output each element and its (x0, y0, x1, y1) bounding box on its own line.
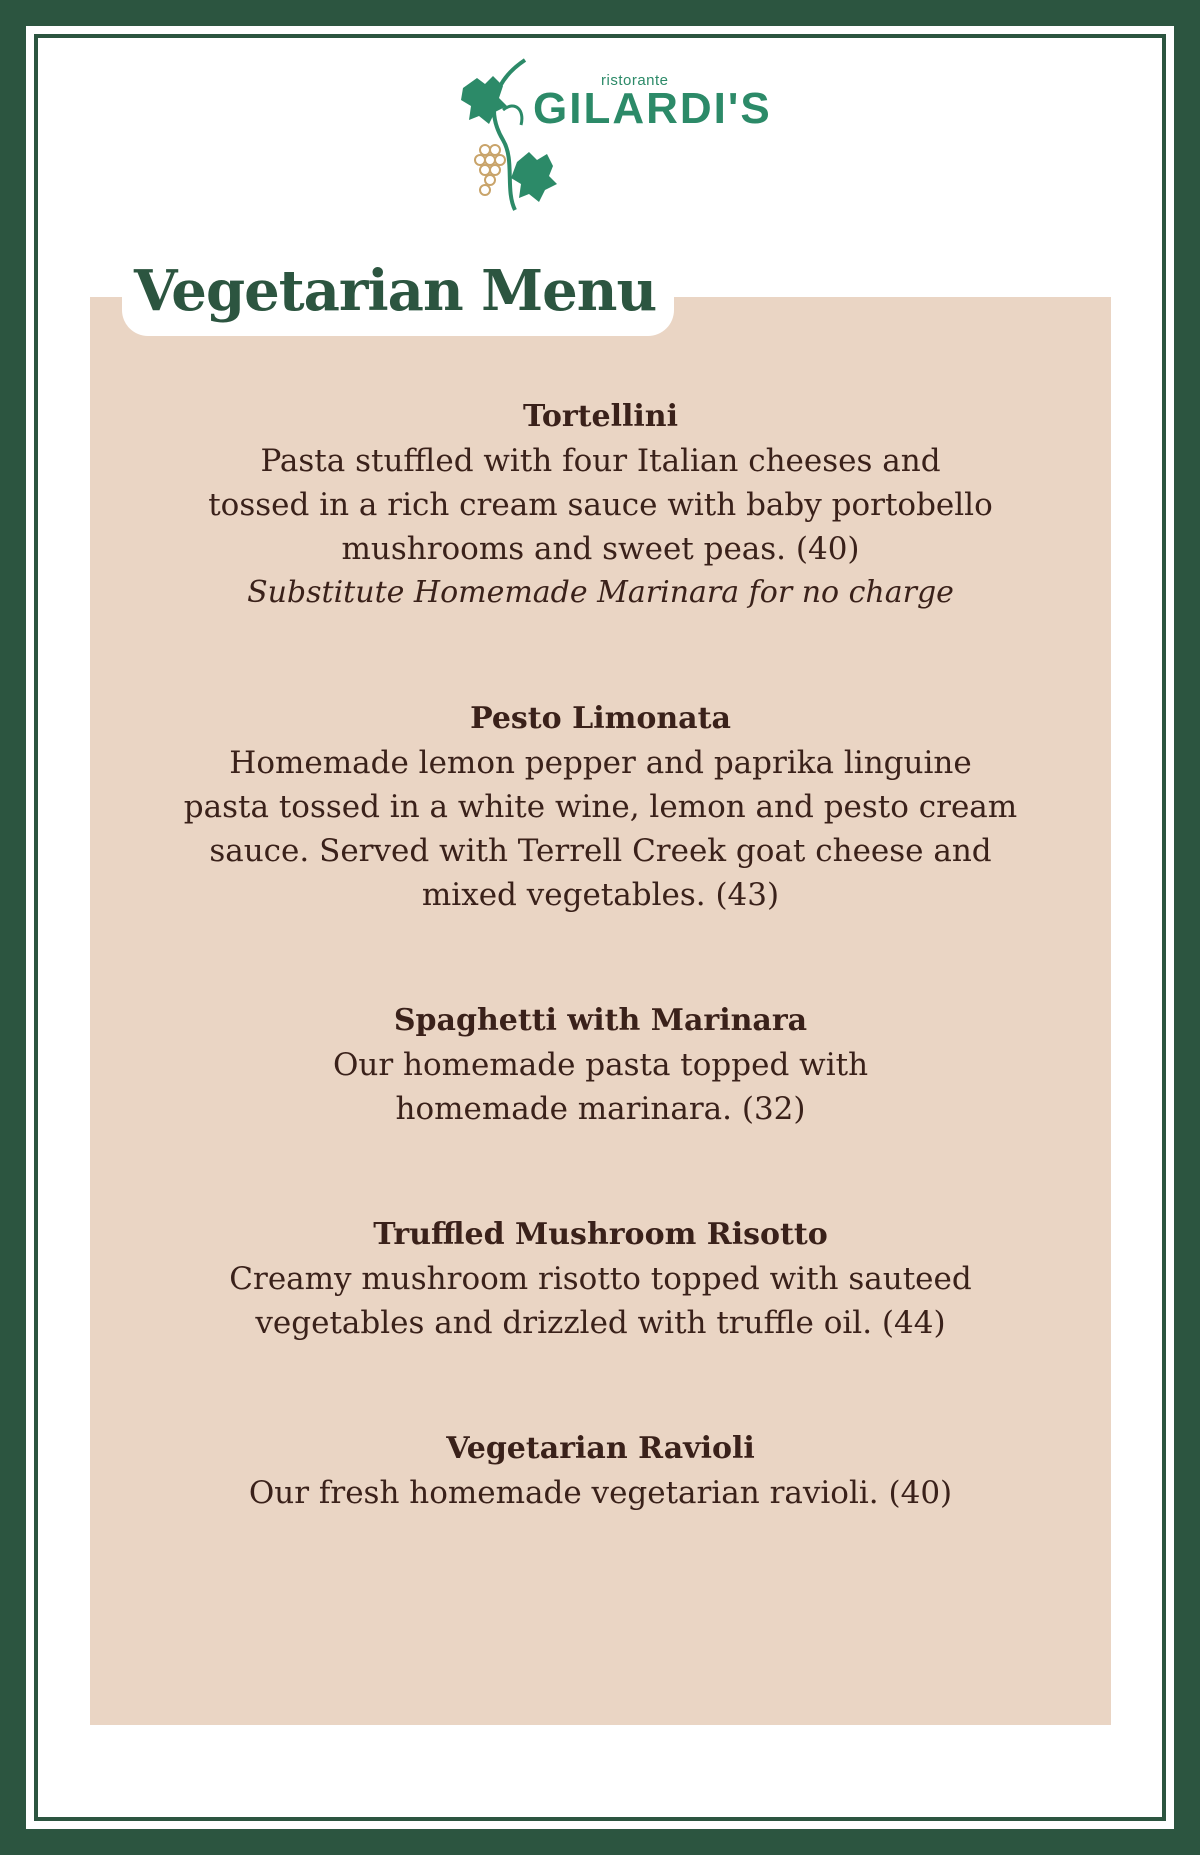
item-description-line: mushrooms and sweet peas. (40) (341, 531, 860, 567)
item-description-line: pasta tossed in a white wine, lemon and pesto cream (183, 789, 1018, 825)
item-name: Truffled Mushroom Risotto (373, 1217, 828, 1252)
item-name: Pesto Limonata (470, 701, 731, 736)
menu-items (90, 395, 1111, 1515)
logo-name-text: GILARDI'S (533, 84, 772, 133)
item-name: Spaghetti with Marinara (393, 1003, 808, 1038)
restaurant-logo (455, 50, 775, 220)
item-description-line: sauce. Served with Terrell Creek goat cheese and (209, 833, 992, 869)
item-description-line: Our fresh homemade vegetarian ravioli. (40) (248, 1475, 953, 1511)
menu-item-tortellini (90, 395, 1111, 615)
menu-item-risotto (90, 1213, 1111, 1345)
item-description-line: Creamy mushroom risotto topped with sauteed (229, 1261, 972, 1297)
item-description-line: Homemade lemon pepper and paprika linguine (229, 745, 972, 781)
item-description-line: mixed vegetables. (43) (421, 877, 780, 913)
item-name: Vegetarian Ravioli (446, 1431, 755, 1466)
item-description-line: tossed in a rich cream sauce with baby portobello (208, 487, 993, 523)
menu-item-spaghetti (90, 999, 1111, 1131)
item-description-line: Our homemade pasta topped with (332, 1047, 869, 1083)
page-title: Vegetarian Menu (134, 258, 657, 324)
item-description-line: vegetables and drizzled with truffle oil. (44) (255, 1305, 946, 1341)
item-note: Substitute Homemade Marinara for no charge (247, 575, 954, 610)
item-description-line: Pasta stuffled with four Italian cheeses and (260, 443, 941, 479)
item-name: Tortellini (522, 399, 679, 434)
item-description-line: homemade marinara. (32) (395, 1091, 806, 1127)
logo-ristorante-text: ristorante (601, 72, 669, 89)
title-tab (122, 250, 674, 336)
menu-item-ravioli (90, 1427, 1111, 1515)
menu-item-pesto-limonata (90, 697, 1111, 917)
